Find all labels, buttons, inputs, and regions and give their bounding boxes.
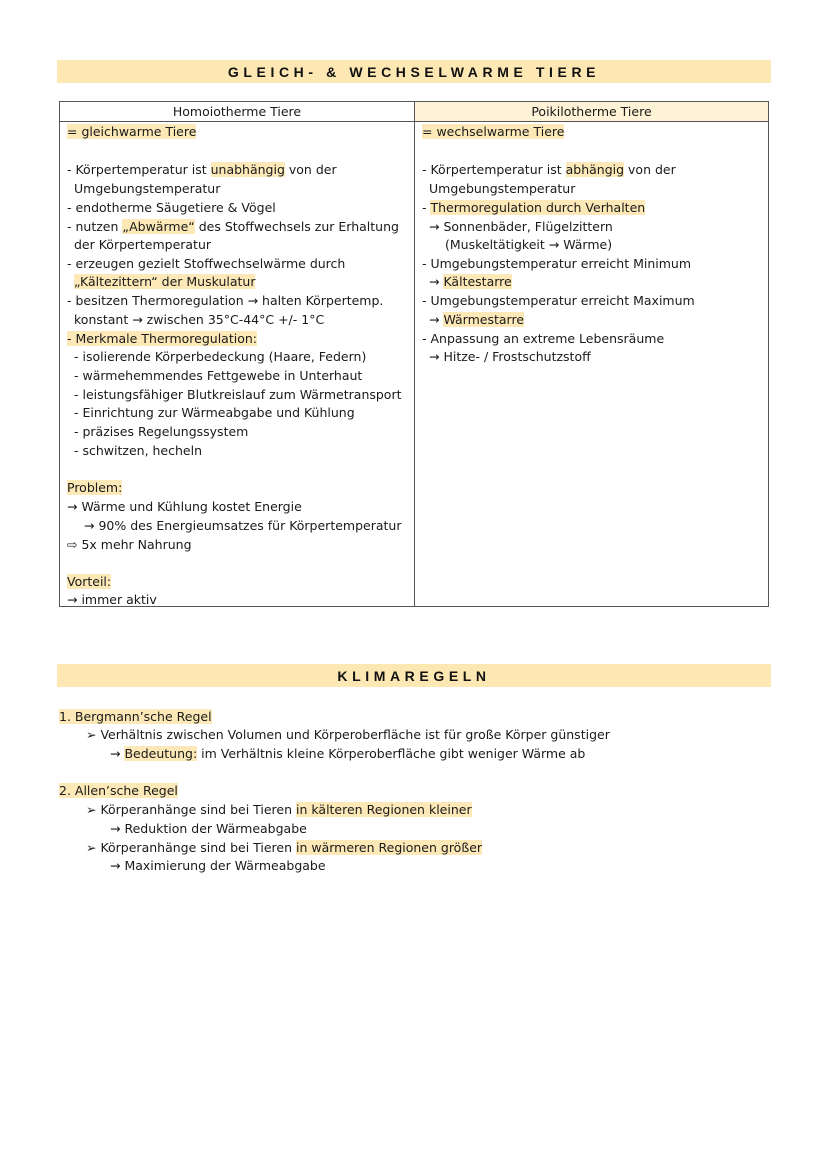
cell-line: - Körpertemperatur ist abhängig von der xyxy=(422,162,676,177)
cell-line: der Körpertemperatur xyxy=(74,237,212,252)
rule-bullet: ➢ Verhältnis zwischen Volumen und Körperoberfläche ist für große Körper günstiger xyxy=(86,727,610,742)
cell-line: - Einrichtung zur Wärmeabgabe und Kühlung xyxy=(74,405,355,420)
page-title: GLEICH- & WECHSELWARME TIERE xyxy=(227,63,601,80)
cell-line: - isolierende Körperbedeckung (Haare, Federn) xyxy=(74,349,367,364)
cell-line: - wärmehemmendes Fettgewebe in Unterhaut xyxy=(74,368,363,383)
cell-line: - nutzen „Abwärme“ des Stoffwechsels zur Erhaltung xyxy=(67,219,399,234)
cell-line: → Wärme und Kühlung kostet Energie xyxy=(67,499,302,514)
cell-line: (Muskeltätigkeit → Wärme) xyxy=(445,237,613,252)
cell-line: - besitzen Thermoregulation → halten Körpertemp. xyxy=(67,293,384,308)
rule-bullet: → Maximierung der Wärmeabgabe xyxy=(110,858,326,873)
cell-line: - Thermoregulation durch Verhalten xyxy=(422,200,646,215)
cell-line: = gleichwarme Tiere xyxy=(67,124,197,139)
cell-line: → Hitze- / Frostschutzstoff xyxy=(429,349,591,364)
col-header-poikilotherm: Poikilotherme Tiere xyxy=(415,102,768,121)
cell-line: - Umgebungstemperatur erreicht Maximum xyxy=(422,293,695,308)
cell-line: = wechselwarme Tiere xyxy=(422,124,565,139)
cell-line: - präzises Regelungssystem xyxy=(74,424,249,439)
rule-title-bergmann: 1. Bergmann’sche Regel xyxy=(59,709,212,724)
section-title: KLIMAREGELN xyxy=(337,667,491,684)
title-banner-tiere xyxy=(57,60,771,83)
col-header-homoiotherm: Homoiotherme Tiere xyxy=(60,102,415,121)
rule-title-allen: 2. Allen’sche Regel xyxy=(59,783,178,798)
cell-line: Umgebungstemperatur xyxy=(429,181,576,196)
table-header-row xyxy=(60,102,768,122)
rule-bullet: → Bedeutung: im Verhältnis kleine Körperoberfläche gibt weniger Wärme ab xyxy=(110,746,586,761)
cell-line: → Wärmestarre xyxy=(429,312,525,327)
cell-line: - Merkmale Thermoregulation: xyxy=(67,331,258,346)
cell-line: - erzeugen gezielt Stoffwechselwärme durch xyxy=(67,256,346,271)
cell-line: → 90% des Energieumsatzes für Körpertemperatur xyxy=(84,518,402,533)
column-poikilotherm xyxy=(415,122,768,606)
cell-line: → immer aktiv xyxy=(67,592,157,607)
cell-line: Problem: xyxy=(67,480,123,495)
cell-line: - Anpassung an extreme Lebensräume xyxy=(422,331,665,346)
comparison-table xyxy=(59,101,769,607)
cell-line: → Sonnenbäder, Flügelzittern xyxy=(429,219,613,234)
cell-line: ⇨ 5x mehr Nahrung xyxy=(67,537,192,552)
column-homoiotherm xyxy=(60,122,415,606)
rule-bullet: ➢ Körperanhänge sind bei Tieren in wärmeren Regionen größer xyxy=(86,840,483,855)
cell-line: Umgebungstemperatur xyxy=(74,181,221,196)
cell-line: - Umgebungstemperatur erreicht Minimum xyxy=(422,256,692,271)
rule-bullet: → Reduktion der Wärmeabgabe xyxy=(110,821,307,836)
cell-line: - Körpertemperatur ist unabhängig von der xyxy=(67,162,337,177)
cell-line: → Kältestarre xyxy=(429,274,512,289)
cell-line: - leistungsfähiger Blutkreislauf zum Wärmetransport xyxy=(74,387,402,402)
cell-line: Vorteil: xyxy=(67,574,112,589)
cell-line: „Kältezittern“ der Muskulatur xyxy=(74,274,256,289)
rule-bullet: ➢ Körperanhänge sind bei Tieren in kälteren Regionen kleiner xyxy=(86,802,472,817)
cell-line: - schwitzen, hecheln xyxy=(74,443,203,458)
title-banner-klimaregeln xyxy=(57,664,771,687)
cell-line: - endotherme Säugetiere & Vögel xyxy=(67,200,276,215)
cell-line: konstant → zwischen 35°C-44°C +/- 1°C xyxy=(74,312,325,327)
